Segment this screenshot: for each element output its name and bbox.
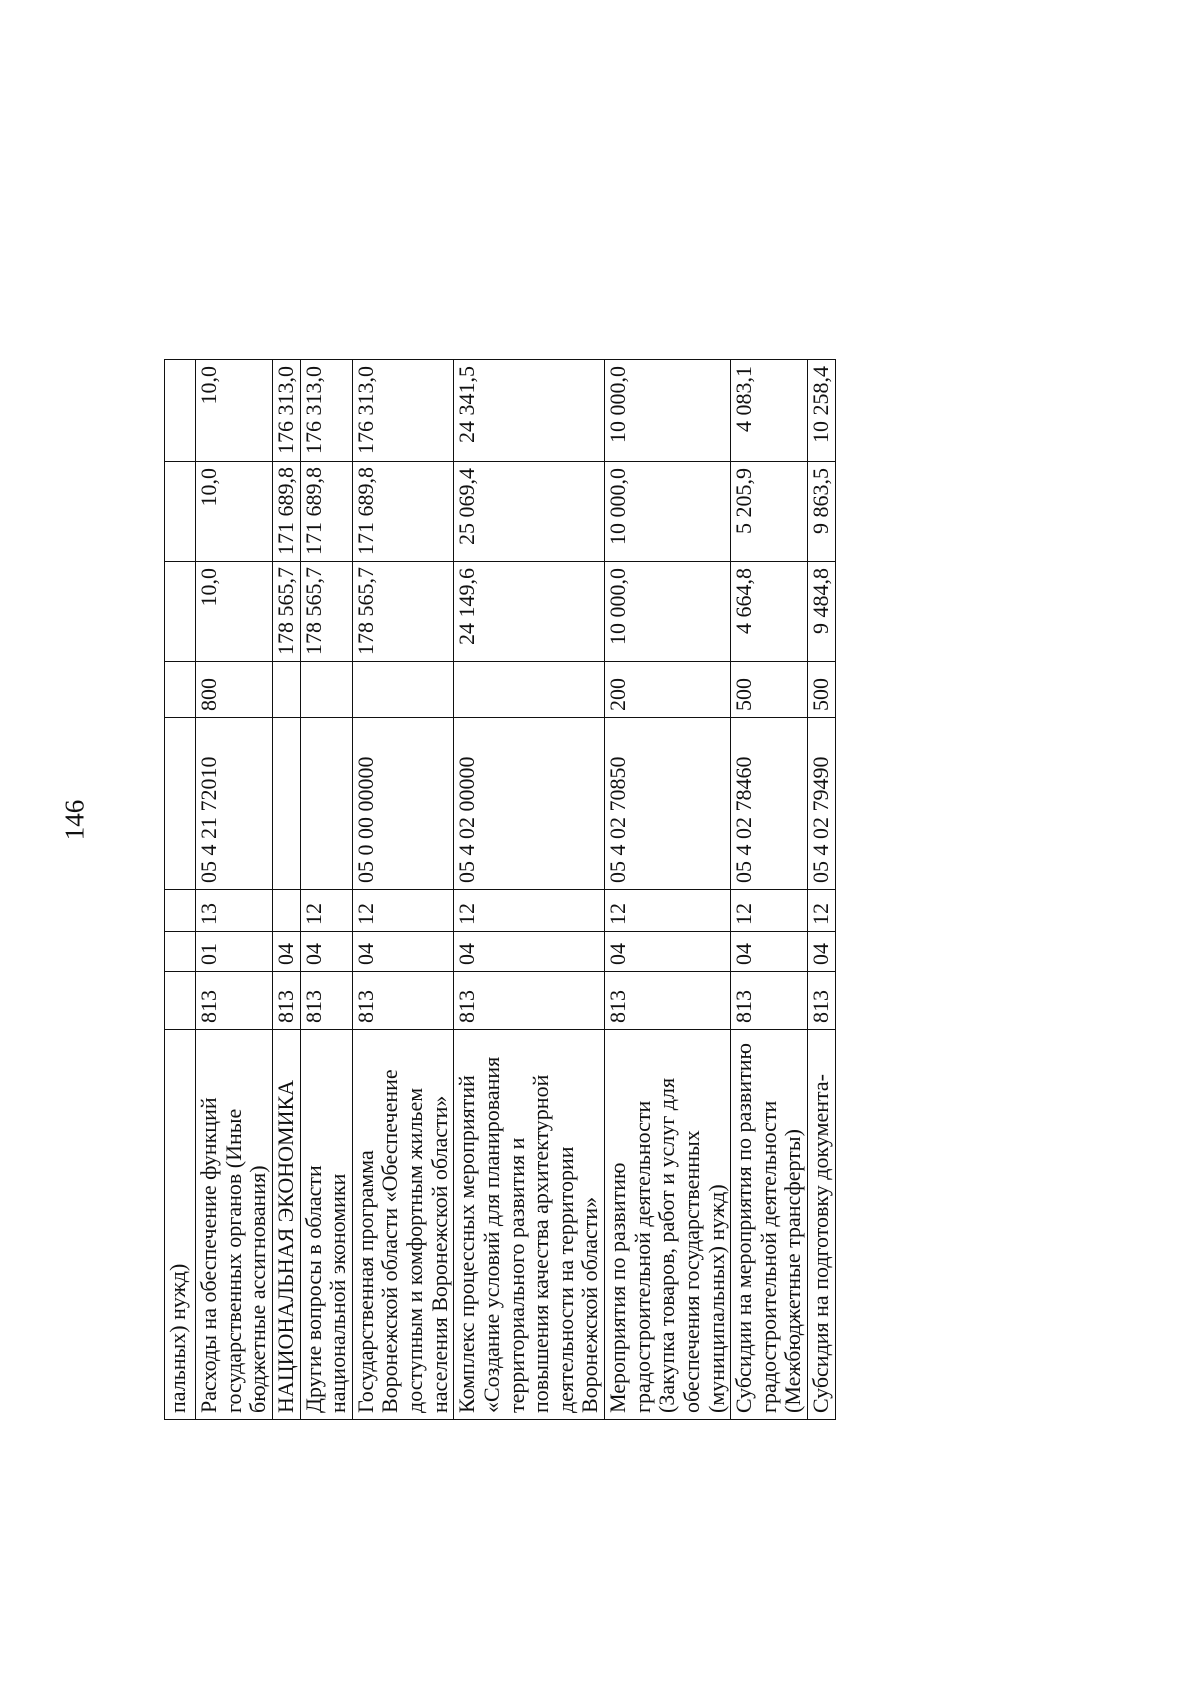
- cell-rz: 04: [454, 932, 605, 972]
- cell-vr: 500: [731, 662, 808, 718]
- cell-vr: [454, 662, 605, 718]
- cell-csr: 05 0 00 00000: [352, 718, 454, 890]
- cell-vr: [300, 662, 352, 718]
- cell-pr: 12: [300, 890, 352, 932]
- cell-vr: [272, 662, 300, 718]
- cell-csr: [165, 718, 196, 890]
- cell-year2: 171 689,8: [300, 462, 352, 562]
- cell-year1: 24 149,6: [454, 562, 605, 662]
- table-row: [352, 360, 454, 1420]
- cell-grbs: 813: [808, 972, 836, 1030]
- cell-year2: [165, 462, 196, 562]
- cell-year2: 10 000,0: [605, 462, 731, 562]
- cell-year3: [165, 360, 196, 462]
- cell-name: Другие вопросы в области национальной экономики: [300, 1030, 352, 1420]
- cell-name: Комплекс процессных мероприятий «Создание условий для планирования территориального развития и повышения качества архитектурной деятельности на территории Воронежской области»: [454, 1030, 605, 1420]
- cell-pr: 13: [196, 890, 273, 932]
- cell-csr: 05 4 02 78460: [731, 718, 808, 890]
- table-row: [272, 360, 300, 1420]
- table-row: [300, 360, 352, 1420]
- table-row: [731, 360, 808, 1420]
- cell-year3: 176 313,0: [300, 360, 352, 462]
- cell-year3: 10,0: [196, 360, 273, 462]
- cell-year1: [165, 562, 196, 662]
- cell-rz: 01: [196, 932, 273, 972]
- cell-rz: 04: [605, 932, 731, 972]
- table-body: [165, 360, 836, 1420]
- cell-year2: 25 069,4: [454, 462, 605, 562]
- cell-pr: 12: [731, 890, 808, 932]
- cell-year3: 176 313,0: [352, 360, 454, 462]
- cell-csr: 05 4 02 79490: [808, 718, 836, 890]
- cell-rz: 04: [808, 932, 836, 972]
- cell-grbs: 813: [272, 972, 300, 1030]
- table-row: [605, 360, 731, 1420]
- cell-vr: [165, 662, 196, 718]
- cell-year2: 171 689,8: [272, 462, 300, 562]
- cell-pr: 12: [808, 890, 836, 932]
- cell-pr: [165, 890, 196, 932]
- cell-pr: [272, 890, 300, 932]
- page-number: 146: [59, 799, 90, 841]
- cell-year3: 24 341,5: [454, 360, 605, 462]
- table-row: [808, 360, 836, 1420]
- cell-rz: [165, 932, 196, 972]
- table-row: [196, 360, 273, 1420]
- cell-grbs: 813: [300, 972, 352, 1030]
- cell-year2: 171 689,8: [352, 462, 454, 562]
- cell-year3: 10 258,4: [808, 360, 836, 462]
- cell-year2: 5 205,9: [731, 462, 808, 562]
- cell-rz: 04: [272, 932, 300, 972]
- cell-vr: 200: [605, 662, 731, 718]
- cell-name: Государственная программа Воронежской области «Обеспечение доступным и комфортным жильем населения Воронежской области»: [352, 1030, 454, 1420]
- cell-year1: 178 565,7: [300, 562, 352, 662]
- cell-csr: 05 4 02 00000: [454, 718, 605, 890]
- table-row: [454, 360, 605, 1420]
- cell-year3: 4 083,1: [731, 360, 808, 462]
- cell-pr: 12: [352, 890, 454, 932]
- cell-year2: 10,0: [196, 462, 273, 562]
- cell-year1: 10,0: [196, 562, 273, 662]
- cell-year1: 9 484,8: [808, 562, 836, 662]
- cell-rz: 04: [300, 932, 352, 972]
- cell-name: НАЦИОНАЛЬНАЯ ЭКОНОМИКА: [272, 1030, 300, 1420]
- cell-grbs: 813: [731, 972, 808, 1030]
- cell-year3: 10 000,0: [605, 360, 731, 462]
- cell-vr: 500: [808, 662, 836, 718]
- cell-name: пальных) нужд): [165, 1030, 196, 1420]
- cell-csr: 05 4 02 70850: [605, 718, 731, 890]
- cell-vr: [352, 662, 454, 718]
- cell-name: Мероприятия по развитию градостроительной деятельности (Закупка товаров, работ и услуг для обеспечения государственных (муниципальных) нужд): [605, 1030, 731, 1420]
- cell-vr: 800: [196, 662, 273, 718]
- table-row: [165, 360, 196, 1420]
- cell-year1: 178 565,7: [272, 562, 300, 662]
- cell-grbs: 813: [605, 972, 731, 1030]
- budget-table: [164, 359, 836, 1420]
- cell-year2: 9 863,5: [808, 462, 836, 562]
- cell-name: Расходы на обеспечение функций государственных органов (Иные бюджетные ассигнования): [196, 1030, 273, 1420]
- cell-year1: 10 000,0: [605, 562, 731, 662]
- cell-csr: [272, 718, 300, 890]
- cell-year1: 4 664,8: [731, 562, 808, 662]
- cell-csr: [300, 718, 352, 890]
- cell-grbs: [165, 972, 196, 1030]
- cell-grbs: 813: [352, 972, 454, 1030]
- cell-name: Субсидия на подготовку документа-: [808, 1030, 836, 1420]
- rotated-page-content: [164, 360, 1084, 1420]
- cell-year1: 178 565,7: [352, 562, 454, 662]
- cell-name: Субсидии на мероприятия по развитию градостроительной деятельности (Межбюджетные трансферты): [731, 1030, 808, 1420]
- cell-csr: 05 4 21 72010: [196, 718, 273, 890]
- cell-pr: 12: [605, 890, 731, 932]
- cell-grbs: 813: [196, 972, 273, 1030]
- cell-year3: 176 313,0: [272, 360, 300, 462]
- cell-pr: 12: [454, 890, 605, 932]
- cell-grbs: 813: [454, 972, 605, 1030]
- cell-rz: 04: [352, 932, 454, 972]
- cell-rz: 04: [731, 932, 808, 972]
